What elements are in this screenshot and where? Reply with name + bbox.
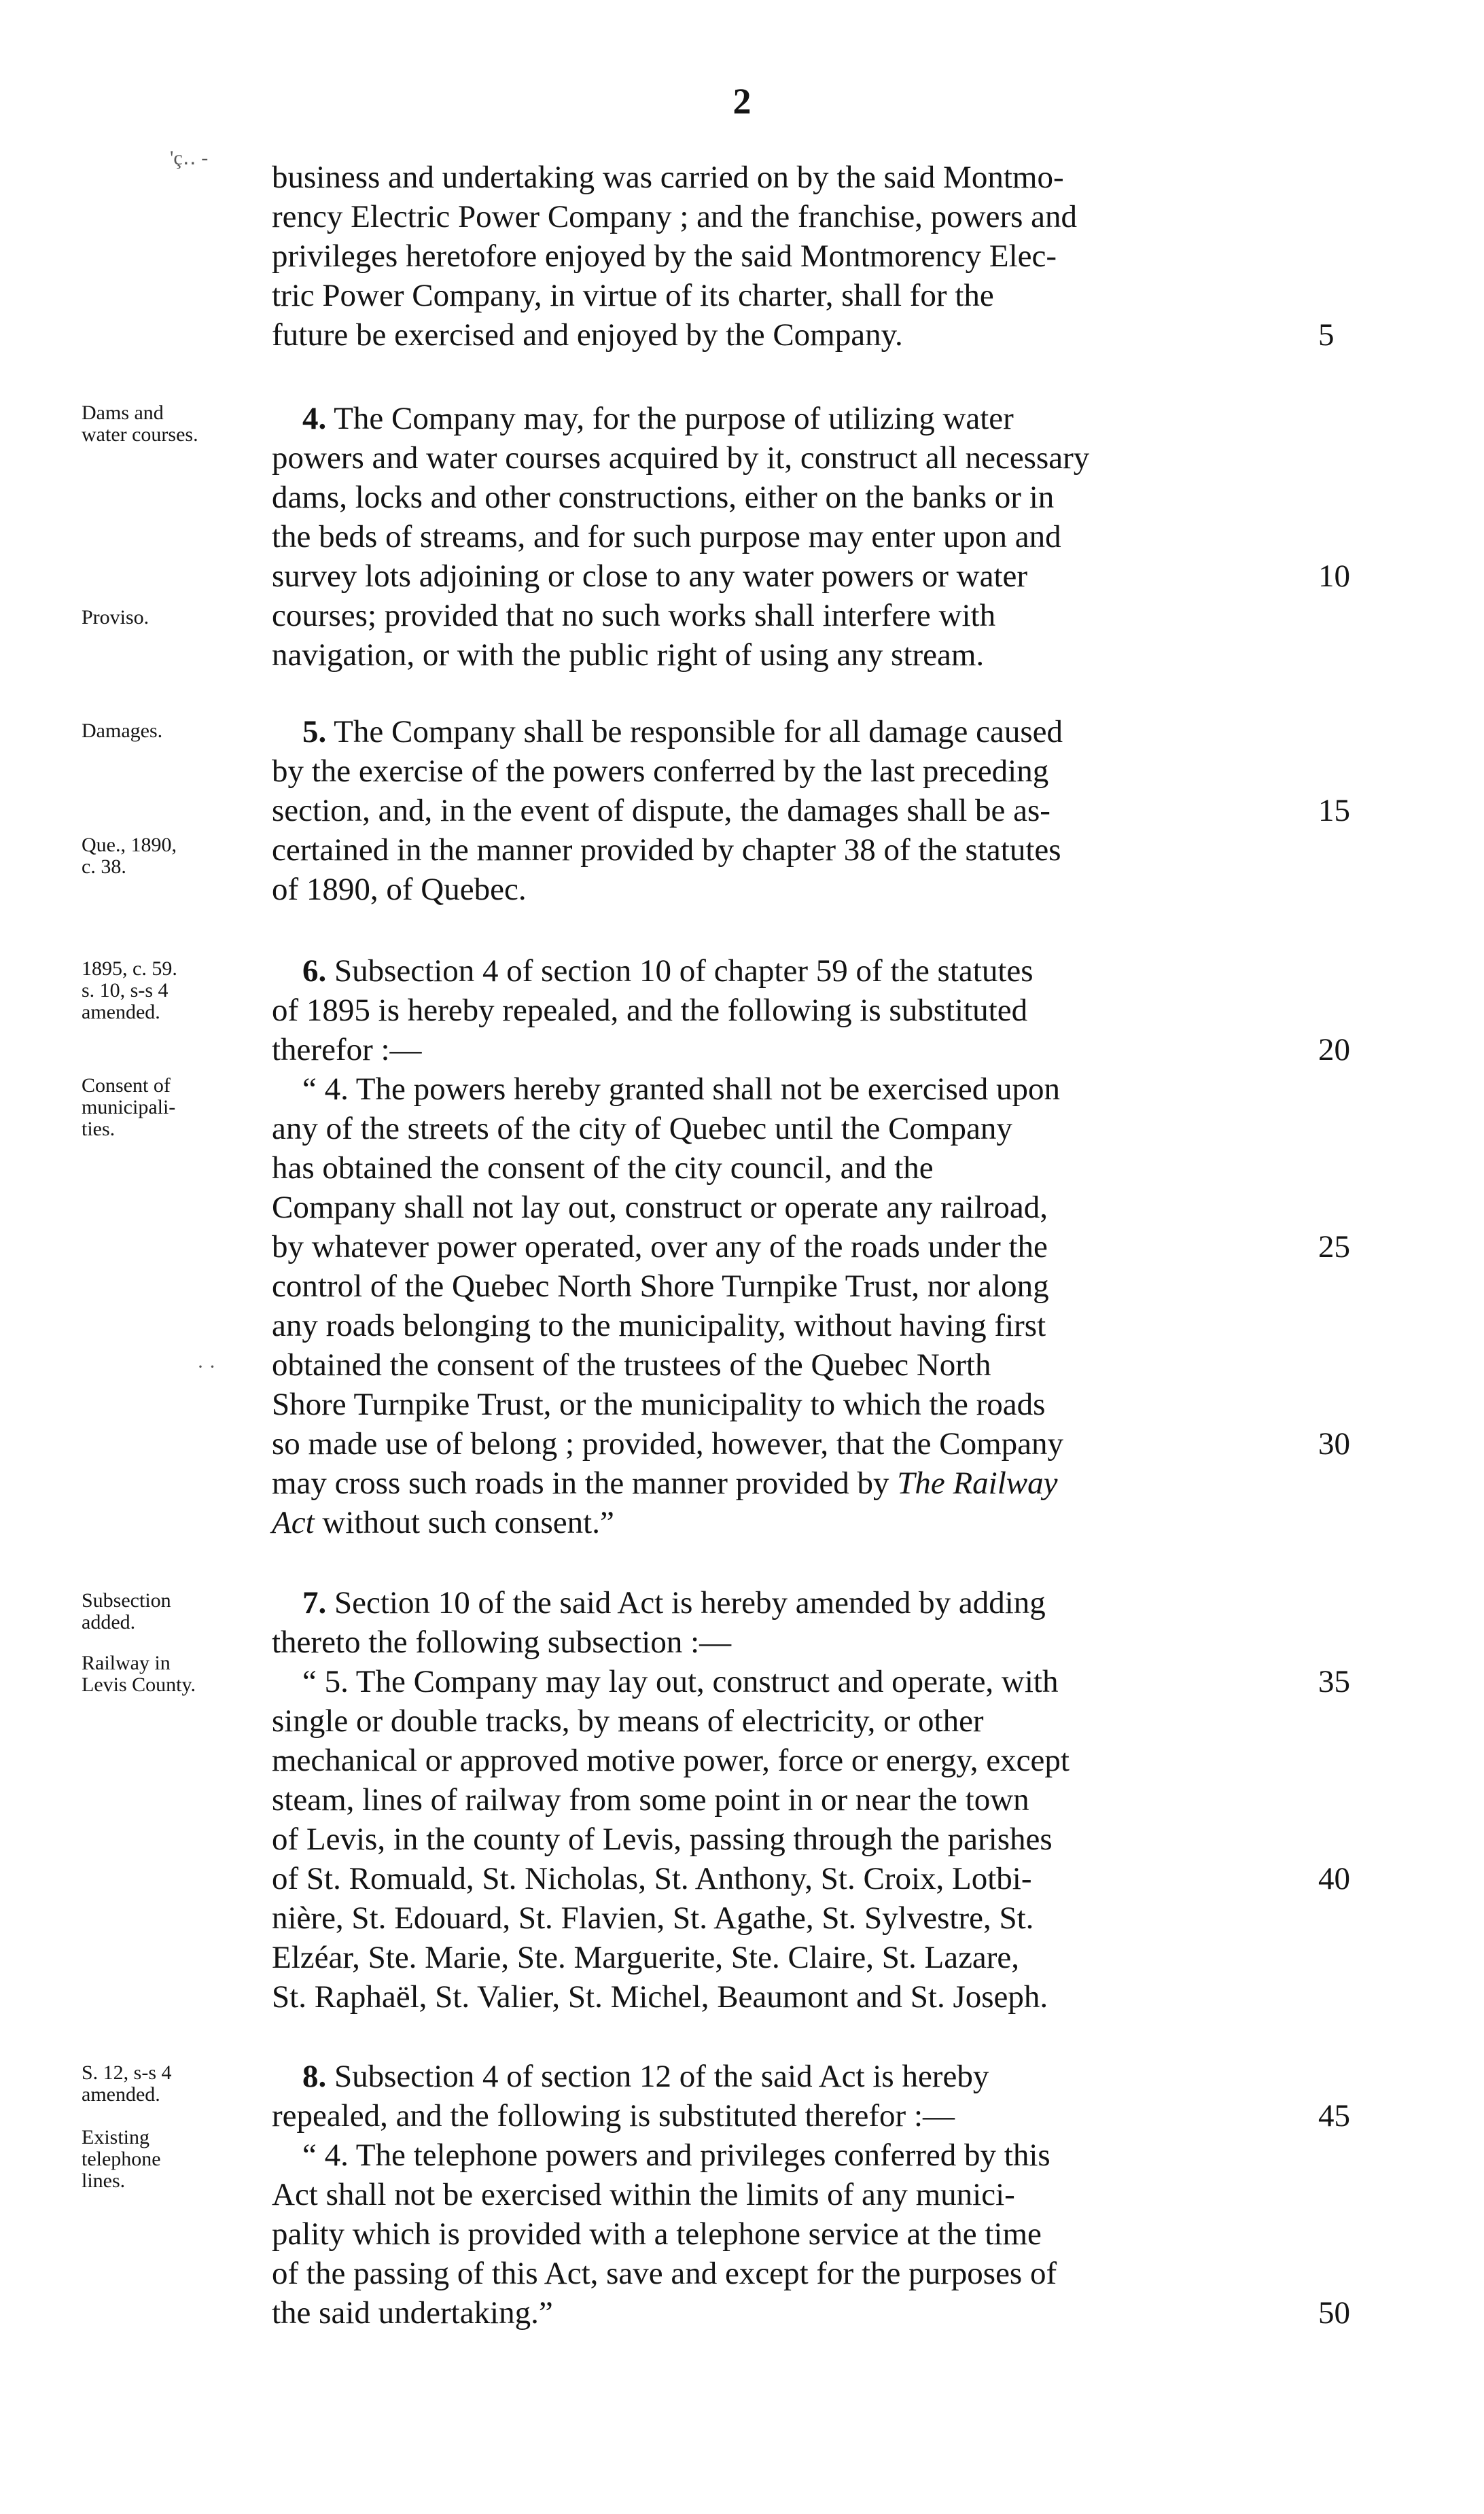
side-note-line: Existing bbox=[82, 2126, 150, 2148]
line-number: 45 bbox=[1318, 2098, 1350, 2134]
body-text: Subsection 4 of section 10 of chapter 59 of the statutes bbox=[334, 953, 1034, 989]
side-note-line: Consent of bbox=[82, 1074, 171, 1097]
section-number: 6. bbox=[302, 953, 327, 989]
body-line: rency Electric Power Company ; and the franchise, powers and bbox=[272, 199, 1078, 234]
side-note-dams bbox=[82, 402, 265, 446]
body-line: courses; provided that no such works shall interfere with bbox=[272, 598, 996, 633]
body-line: Company shall not lay out, construct or operate any railroad, bbox=[272, 1190, 1048, 1225]
stray-mark: 'ç‥ - bbox=[170, 147, 209, 169]
body-text: may cross such roads in the manner provided by bbox=[272, 1466, 898, 1501]
body-line: repealed, and the following is substituted therefor :— bbox=[272, 2098, 955, 2134]
side-note-line: amended. bbox=[82, 2083, 160, 2106]
body-line: nière, St. Edouard, St. Flavien, St. Agathe, St. Sylvestre, St. bbox=[272, 1900, 1034, 1936]
side-note-line: municipali- bbox=[82, 1096, 176, 1118]
body-line: navigation, or with the public right of using any stream. bbox=[272, 637, 985, 673]
body-line: of St. Romuald, St. Nicholas, St. Anthony, St. Croix, Lotbi- bbox=[272, 1861, 1032, 1896]
side-note-line: Subsection bbox=[82, 1589, 171, 1612]
body-line: powers and water courses acquired by it, construct all necessary bbox=[272, 440, 1090, 476]
body-line: therefor :— bbox=[272, 1032, 422, 1067]
section-8-first-line bbox=[302, 2057, 1305, 2096]
side-note-line: Levis County. bbox=[82, 1674, 196, 1696]
body-text: The Company may, for the purpose of utilizing water bbox=[334, 401, 1014, 436]
body-line: single or double tracks, by means of electricity, or other bbox=[272, 1703, 984, 1739]
side-note-line: Que., 1890, bbox=[82, 834, 177, 856]
line-number: 35 bbox=[1318, 1664, 1350, 1699]
line-number: 5 bbox=[1318, 317, 1335, 353]
body-line: tric Power Company, in virtue of its charter, shall for the bbox=[272, 278, 994, 313]
side-note-1895-amended bbox=[82, 958, 265, 1023]
section-4-first-line bbox=[302, 399, 1305, 438]
body-line: “ 4. The telephone powers and privileges conferred by this bbox=[302, 2138, 1050, 2173]
body-line: certained in the manner provided by chapter 38 of the statutes bbox=[272, 832, 1061, 868]
body-line: so made use of belong ; provided, however, that the Company bbox=[272, 1426, 1064, 1462]
body-line: section, and, in the event of dispute, the damages shall be as- bbox=[272, 793, 1050, 828]
side-note-proviso bbox=[82, 607, 265, 628]
side-note-railway-levis bbox=[82, 1652, 265, 1696]
body-line: steam, lines of railway from some point in or near the town bbox=[272, 1782, 1029, 1818]
body-line: control of the Quebec North Shore Turnpike Trust, nor along bbox=[272, 1269, 1049, 1304]
body-line: obtained the consent of the trustees of the Quebec North bbox=[272, 1347, 991, 1383]
side-note-line: s. 10, s-s 4 bbox=[82, 979, 169, 1002]
side-note-line: S. 12, s-s 4 bbox=[82, 2061, 172, 2084]
body-line bbox=[272, 1503, 1305, 1542]
body-line: survey lots adjoining or close to any water powers or water bbox=[272, 559, 1028, 594]
body-line: by the exercise of the powers conferred by the last preceding bbox=[272, 754, 1049, 789]
section-number: 5. bbox=[302, 714, 327, 749]
side-note-line: Railway in bbox=[82, 1652, 171, 1674]
body-line: Elzéar, Ste. Marie, Ste. Marguerite, Ste. Claire, St. Lazare, bbox=[272, 1940, 1020, 1975]
body-line: of Levis, in the county of Levis, passing through the parishes bbox=[272, 1822, 1053, 1857]
body-line: has obtained the consent of the city council, and the bbox=[272, 1150, 934, 1186]
side-note-line: water courses. bbox=[82, 423, 198, 446]
line-number: 20 bbox=[1318, 1032, 1350, 1067]
body-line: Shore Turnpike Trust, or the municipality to which the roads bbox=[272, 1387, 1046, 1422]
side-note-line: telephone bbox=[82, 2148, 161, 2170]
line-number: 10 bbox=[1318, 559, 1350, 594]
body-text: Section 10 of the said Act is hereby amended by adding bbox=[334, 1585, 1046, 1621]
italic-title: The Railway bbox=[897, 1466, 1058, 1501]
line-number: 50 bbox=[1318, 2295, 1350, 2331]
section-number: 7. bbox=[302, 1585, 327, 1621]
side-note-damages bbox=[82, 720, 265, 742]
body-line: business and undertaking was carried on by the said Montmo- bbox=[272, 160, 1064, 195]
body-line: of 1895 is hereby repealed, and the following is substituted bbox=[272, 993, 1028, 1028]
line-number: 15 bbox=[1318, 793, 1350, 828]
body-line bbox=[272, 1464, 1305, 1503]
line-number: 30 bbox=[1318, 1426, 1350, 1462]
side-note-line: ties. bbox=[82, 1118, 116, 1140]
side-note-line: 1895, c. 59. bbox=[82, 957, 177, 980]
side-note-line: c. 38. bbox=[82, 855, 126, 878]
body-line: the beds of streams, and for such purpose may enter upon and bbox=[272, 519, 1061, 554]
side-note-telephone bbox=[82, 2127, 265, 2192]
side-note-que-1890 bbox=[82, 834, 265, 878]
section-number: 4. bbox=[302, 401, 327, 436]
body-line: mechanical or approved motive power, force or energy, except bbox=[272, 1743, 1070, 1778]
page-number: 2 bbox=[732, 81, 752, 122]
side-note-line: Damages. bbox=[82, 720, 163, 742]
side-note-line: Proviso. bbox=[82, 606, 149, 628]
body-line: dams, locks and other constructions, either on the banks or in bbox=[272, 480, 1055, 515]
body-line: pality which is provided with a telephone service at the time bbox=[272, 2216, 1042, 2252]
body-line: the said undertaking.” bbox=[272, 2295, 553, 2331]
body-line: of 1890, of Quebec. bbox=[272, 872, 527, 907]
body-line: any of the streets of the city of Quebec until the Company bbox=[272, 1111, 1012, 1146]
body-line: “ 5. The Company may lay out, construct and operate, with bbox=[302, 1664, 1059, 1699]
body-line: “ 4. The powers hereby granted shall not be exercised upon bbox=[302, 1072, 1061, 1107]
body-text: without such consent.” bbox=[322, 1505, 614, 1540]
side-note-subsection-added bbox=[82, 1590, 265, 1633]
body-line: of the passing of this Act, save and except for the purposes of bbox=[272, 2256, 1057, 2291]
side-note-line: amended. bbox=[82, 1001, 160, 1023]
body-line: by whatever power operated, over any of the roads under the bbox=[272, 1229, 1048, 1264]
body-text: The Company shall be responsible for all damage caused bbox=[334, 714, 1063, 749]
section-7-first-line bbox=[302, 1583, 1305, 1623]
stray-dots: · · bbox=[197, 1356, 216, 1378]
italic-title: Act bbox=[272, 1505, 315, 1540]
side-note-line: Dams and bbox=[82, 402, 164, 424]
body-line: any roads belonging to the municipality, without having first bbox=[272, 1308, 1046, 1343]
side-note-line: lines. bbox=[82, 2170, 126, 2192]
section-6-first-line bbox=[302, 951, 1305, 991]
side-note-s12-amended bbox=[82, 2062, 265, 2106]
body-line: privileges heretofore enjoyed by the said Montmorency Elec- bbox=[272, 238, 1057, 274]
body-line: thereto the following subsection :— bbox=[272, 1625, 732, 1660]
section-number: 8. bbox=[302, 2059, 327, 2094]
body-line: future be exercised and enjoyed by the Company. bbox=[272, 317, 903, 353]
side-note-line: added. bbox=[82, 1611, 136, 1633]
line-number: 40 bbox=[1318, 1861, 1350, 1896]
body-line: St. Raphaël, St. Valier, St. Michel, Beaumont and St. Joseph. bbox=[272, 1979, 1048, 2015]
body-line: Act shall not be exercised within the limits of any munici- bbox=[272, 2177, 1015, 2212]
body-text: Subsection 4 of section 12 of the said Act is hereby bbox=[334, 2059, 989, 2094]
section-5-first-line bbox=[302, 712, 1305, 751]
side-note-consent bbox=[82, 1075, 265, 1140]
line-number: 25 bbox=[1318, 1229, 1350, 1264]
